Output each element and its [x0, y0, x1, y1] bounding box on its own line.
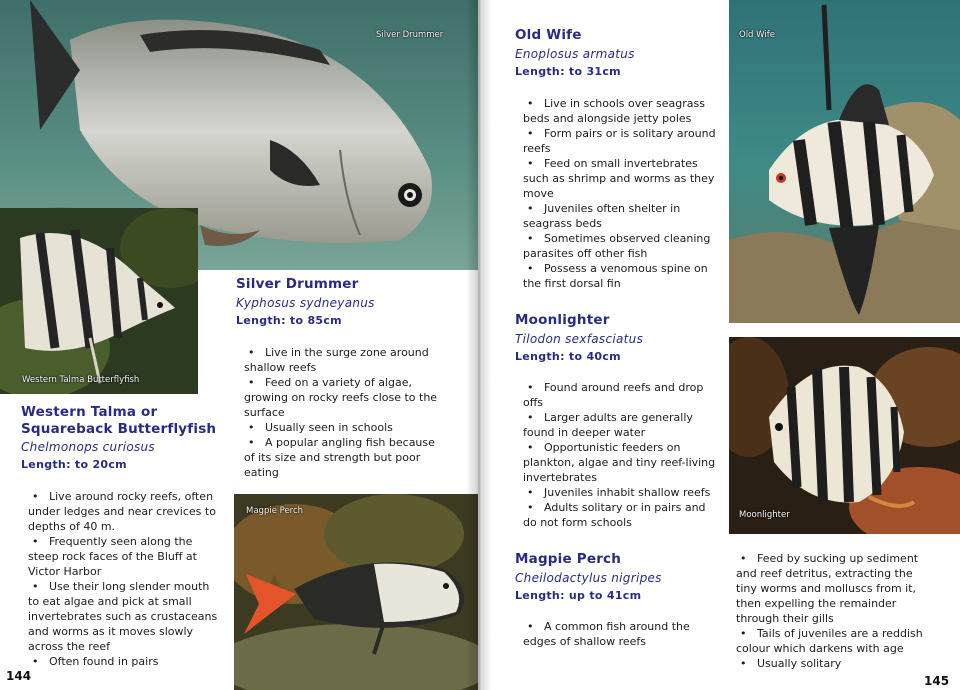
old-wife-photo	[729, 0, 960, 323]
old-wife-length: Length: to 31cm	[515, 65, 621, 78]
fact-item: • Adults solitary or in pairs and do not form schools	[523, 500, 719, 530]
page-number-left: 144	[6, 669, 32, 683]
fact-item: • Feed on a variety of algae, growing on rocky reefs close to the surface	[244, 375, 444, 420]
silver-drummer-title: Silver Drummer	[236, 276, 359, 292]
old-wife-scientific-name: Enoplosus armatus	[515, 47, 635, 61]
fact-item: • Live around rocky reefs, often under ledges and near crevices to depths of 40 m.	[28, 489, 222, 534]
moonlighter-heading	[515, 312, 725, 365]
western-talma-scientific-name: Chelmonops curiosus	[21, 440, 155, 454]
western-talma-heading	[21, 404, 221, 473]
left-page	[0, 0, 478, 690]
old-wife-title: Old Wife	[515, 27, 582, 43]
fact-item: • Feed on small invertebrates such as shrimp and worms as they move	[523, 156, 719, 201]
western-talma-title-line2: Squareback Butterflyfish	[21, 421, 217, 437]
fact-item: • Found around reefs and drop offs	[523, 380, 719, 410]
old-wife-caption: Old Wife	[739, 30, 775, 40]
silver-drummer-caption: Silver Drummer	[376, 30, 444, 40]
western-talma-length: Length: to 20cm	[21, 458, 127, 471]
moonlighter-caption: Moonlighter	[739, 510, 790, 520]
silver-drummer-facts	[244, 345, 444, 480]
fact-item: • Live in the surge zone around shallow reefs	[244, 345, 444, 375]
fact-item: • Form pairs or is solitary around reefs	[523, 126, 719, 156]
western-talma-title-line1: Western Talma or	[21, 404, 158, 420]
western-talma-caption: Western Talma Butterflyfish	[22, 375, 140, 385]
magpie-perch-facts-continued	[736, 551, 936, 671]
old-wife-facts	[523, 96, 719, 291]
silver-drummer-length: Length: to 85cm	[236, 314, 342, 327]
magpie-perch-facts	[523, 619, 719, 649]
fact-item: • Use their long slender mouth to eat algae and pick at small invertebrates such as crustaceans and worms as it moves slowly across the reef	[28, 579, 222, 654]
moonlighter-scientific-name: Tilodon sexfasciatus	[515, 332, 644, 346]
fact-item: • Juveniles inhabit shallow reefs	[523, 485, 719, 500]
fact-item: • Live in schools over seagrass beds and alongside jetty poles	[523, 96, 719, 126]
old-wife-heading	[515, 27, 725, 80]
fact-item: • A common fish around the edges of shallow reefs	[523, 619, 719, 649]
magpie-perch-photo	[234, 494, 478, 690]
fact-item: • Opportunistic feeders on plankton, algae and tiny reef-living invertebrates	[523, 440, 719, 485]
fact-item: • Frequently seen along the steep rock faces of the Bluff at Victor Harbor	[28, 534, 222, 579]
right-page	[478, 0, 960, 690]
magpie-perch-caption: Magpie Perch	[246, 506, 304, 516]
silver-drummer-scientific-name: Kyphosus sydneyanus	[236, 296, 375, 310]
magpie-perch-heading	[515, 551, 725, 604]
page-number-right: 145	[924, 674, 950, 688]
magpie-perch-scientific-name: Cheilodactylus nigripes	[515, 571, 662, 585]
magpie-perch-length: Length: up to 41cm	[515, 589, 642, 602]
moonlighter-title: Moonlighter	[515, 312, 610, 328]
magpie-perch-title: Magpie Perch	[515, 551, 622, 567]
silver-drummer-heading	[236, 276, 466, 329]
fact-item: • Usually solitary	[736, 656, 936, 671]
fact-item: • Tails of juveniles are a reddish colour which darkens with age	[736, 626, 936, 656]
moonlighter-length: Length: to 40cm	[515, 350, 621, 363]
western-talma-photo	[0, 208, 198, 394]
fact-item: • Usually seen in schools	[244, 420, 444, 435]
fact-item: • Often found in pairs	[28, 654, 222, 669]
fact-item: • Juveniles often shelter in seagrass beds	[523, 201, 719, 231]
fact-item: • Possess a venomous spine on the first dorsal fin	[523, 261, 719, 291]
western-talma-facts	[28, 489, 222, 669]
fact-item: • Sometimes observed cleaning parasites off other fish	[523, 231, 719, 261]
fact-item: • Feed by sucking up sediment and reef detritus, extracting the tiny worms and molluscs from it, then expelling the remainder through their gills	[736, 551, 936, 626]
fact-item: • Larger adults are generally found in deeper water	[523, 410, 719, 440]
fact-item: • A popular angling fish because of its size and strength but poor eating	[244, 435, 444, 480]
moonlighter-photo	[729, 337, 960, 534]
moonlighter-facts	[523, 380, 719, 530]
